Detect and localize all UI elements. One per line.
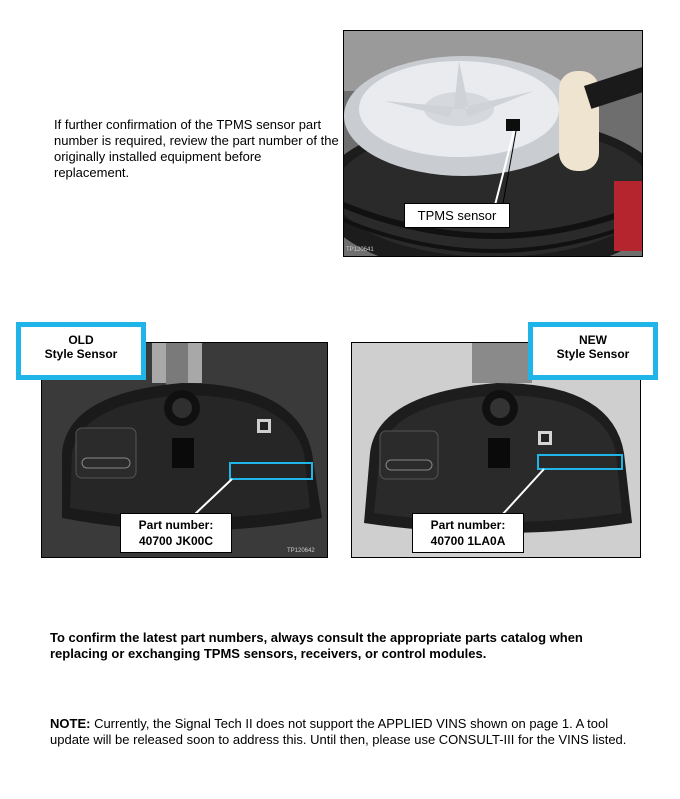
tag-line-2: Style Sensor	[44, 347, 118, 361]
part-number-label: Part number:	[138, 518, 214, 532]
note-label: NOTE:	[50, 716, 91, 731]
figure-code: TP120642	[287, 548, 315, 554]
figure-code: TP120642	[602, 548, 630, 554]
part-number-value: 40700 JK00C	[138, 534, 214, 548]
confirm-paragraph: To confirm the latest part numbers, always consult the appropriate parts catalog when replacing or exchanging TPMS sensors, receivers, or control modules.	[50, 630, 583, 661]
tag-line-1: OLD	[68, 333, 94, 347]
old-style-tag	[16, 322, 146, 380]
old-part-callout	[120, 513, 232, 553]
tire-photo	[343, 30, 643, 257]
tpms-sensor-callout: TPMS sensor	[404, 203, 510, 228]
new-style-tag	[528, 322, 658, 380]
part-number-value: 40700 1LA0A	[430, 534, 506, 548]
tag-line-2: Style Sensor	[556, 347, 630, 361]
new-part-callout	[412, 513, 524, 553]
figure-code: TP120641	[346, 247, 374, 253]
tag-line-1: NEW	[579, 333, 607, 347]
note-paragraph	[50, 716, 640, 748]
note-text: Currently, the Signal Tech II does not support the APPLIED VINS shown on page 1. A tool update will be released soon to address this. Until then, please use CONSULT-III for the VINS listed.	[50, 716, 627, 747]
intro-paragraph: If further confirmation of the TPMS sensor part number is required, review the part number of the originally installed equipment before replacement.	[54, 117, 339, 180]
part-number-label: Part number:	[430, 518, 506, 532]
